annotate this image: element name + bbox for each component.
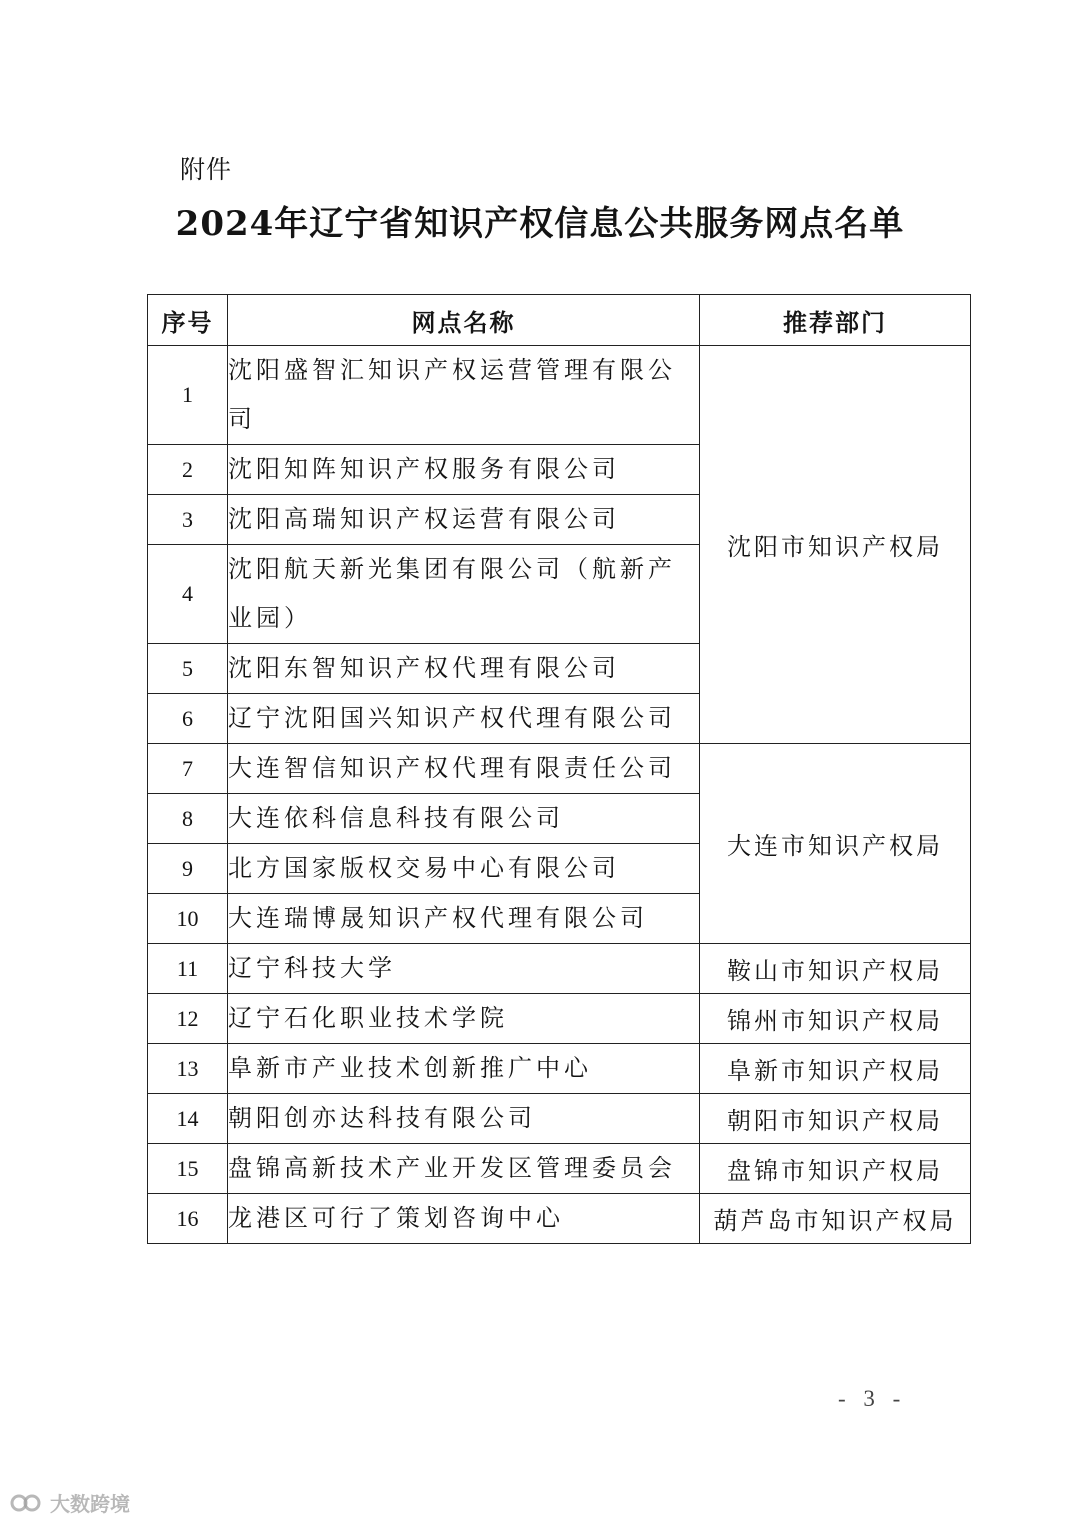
recommending-department: 大连市知识产权局 <box>700 744 971 944</box>
service-point-name: 大连瑞博晟知识产权代理有限公司 <box>228 894 700 944</box>
service-point-table <box>147 294 971 1244</box>
column-header-name: 网点名称 <box>228 295 700 346</box>
row-number: 13 <box>148 1044 228 1094</box>
row-number: 7 <box>148 744 228 794</box>
service-point-name: 阜新市产业技术创新推广中心 <box>228 1044 700 1094</box>
row-number: 16 <box>148 1194 228 1244</box>
row-number: 12 <box>148 994 228 1044</box>
table-row <box>148 944 971 994</box>
service-point-name: 沈阳高瑞知识产权运营有限公司 <box>228 495 700 545</box>
service-point-name: 沈阳东智知识产权代理有限公司 <box>228 644 700 694</box>
service-point-name: 大连智信知识产权代理有限责任公司 <box>228 744 700 794</box>
recommending-department: 锦州市知识产权局 <box>700 994 971 1044</box>
service-point-name: 沈阳航天新光集团有限公司（航新产业园） <box>228 545 700 644</box>
service-point-name: 辽宁沈阳国兴知识产权代理有限公司 <box>228 694 700 744</box>
row-number: 5 <box>148 644 228 694</box>
recommending-department: 朝阳市知识产权局 <box>700 1094 971 1144</box>
row-number: 2 <box>148 445 228 495</box>
service-point-name: 盘锦高新技术产业开发区管理委员会 <box>228 1144 700 1194</box>
row-number: 11 <box>148 944 228 994</box>
service-point-name: 辽宁石化职业技术学院 <box>228 994 700 1044</box>
watermark <box>10 1488 130 1517</box>
table-row <box>148 744 971 794</box>
recommending-department: 沈阳市知识产权局 <box>700 346 971 744</box>
recommending-department: 鞍山市知识产权局 <box>700 944 971 994</box>
table-row <box>148 1194 971 1244</box>
column-header-department: 推荐部门 <box>700 295 971 346</box>
column-header-number: 序号 <box>148 295 228 346</box>
table-row <box>148 1044 971 1094</box>
table-row <box>148 994 971 1044</box>
service-point-name: 沈阳知阵知识产权服务有限公司 <box>228 445 700 495</box>
table-row <box>148 1144 971 1194</box>
document-title: 2024年辽宁省知识产权信息公共服务网点名单 <box>175 204 905 244</box>
table-header-row <box>148 295 971 346</box>
service-point-name: 朝阳创亦达科技有限公司 <box>228 1094 700 1144</box>
row-number: 1 <box>148 346 228 445</box>
row-number: 8 <box>148 794 228 844</box>
row-number: 15 <box>148 1144 228 1194</box>
brand-logo-icon <box>10 1490 44 1516</box>
row-number: 9 <box>148 844 228 894</box>
table-body <box>148 346 971 1244</box>
service-point-name: 沈阳盛智汇知识产权运营管理有限公司 <box>228 346 700 445</box>
attachment-label: 附件 <box>180 155 233 184</box>
row-number: 3 <box>148 495 228 545</box>
recommending-department: 盘锦市知识产权局 <box>700 1144 971 1194</box>
row-number: 10 <box>148 894 228 944</box>
service-point-name: 龙港区可行了策划咨询中心 <box>228 1194 700 1244</box>
table-row <box>148 346 971 445</box>
service-point-name: 大连依科信息科技有限公司 <box>228 794 700 844</box>
recommending-department: 葫芦岛市知识产权局 <box>700 1194 971 1244</box>
service-point-name: 辽宁科技大学 <box>228 944 700 994</box>
page-number: - 3 - <box>838 1386 907 1411</box>
recommending-department: 阜新市知识产权局 <box>700 1044 971 1094</box>
row-number: 14 <box>148 1094 228 1144</box>
row-number: 6 <box>148 694 228 744</box>
table-row <box>148 1094 971 1144</box>
row-number: 4 <box>148 545 228 644</box>
service-point-name: 北方国家版权交易中心有限公司 <box>228 844 700 894</box>
watermark-text: 大数跨境 <box>50 1492 130 1516</box>
